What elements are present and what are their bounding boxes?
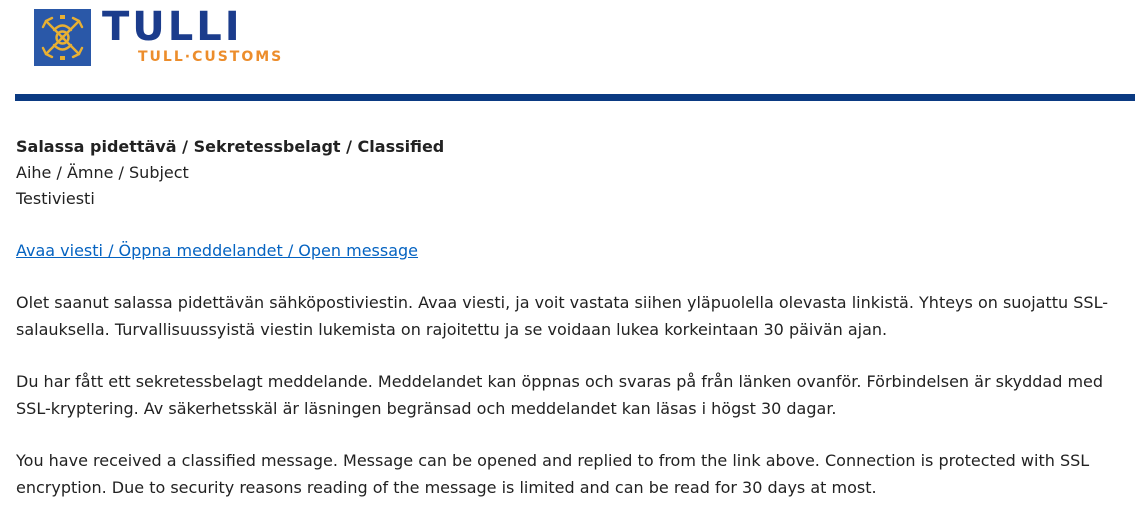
tulli-logo xyxy=(34,4,334,67)
header-divider xyxy=(15,94,1135,101)
spacer xyxy=(16,212,1136,238)
classification-label: Salassa pidettävä / Sekretessbelagt / Classified xyxy=(16,137,445,156)
body-english: You have received a classified message. Message can be opened and replied to from the link above. Connection is protected with SSL encryption. Due to security reasons reading of the message is limited and can be read for 30 days at most. xyxy=(16,451,1090,497)
spacer xyxy=(16,343,1136,369)
body-swedish: Du har fått ett sekretessbelagt meddelande. Meddelandet kan öppnas och svaras på från länken ovanför. Förbindelsen är skyddad med SSL-kryptering. Av säkerhetsskäl är läsningen begränsad och meddelandet kan läsas i högst 30 dagar. xyxy=(16,372,1104,418)
subject-value: Testiviesti xyxy=(16,189,95,208)
spacer xyxy=(16,264,1136,290)
body-finnish: Olet saanut salassa pidettävän sähköpostiviestin. Avaa viesti, ja voit vastata siihen yläpuolella olevasta linkistä. Yhteys on suojattu SSL-salauksella. Turvallisuussyistä viestin lukemista on rajoitettu ja se voidaan lukea korkeintaan 30 päivän ajan. xyxy=(16,293,1108,339)
brand-name: TULLI xyxy=(102,4,243,50)
message-body xyxy=(16,134,1136,501)
brand-tagline: TULL·CUSTOMS xyxy=(138,49,284,65)
open-message-link[interactable]: Avaa viesti / Öppna meddelandet / Open message xyxy=(16,241,419,260)
customs-emblem-icon xyxy=(34,9,91,66)
subject-label: Aihe / Ämne / Subject xyxy=(16,163,189,182)
spacer xyxy=(16,422,1136,448)
